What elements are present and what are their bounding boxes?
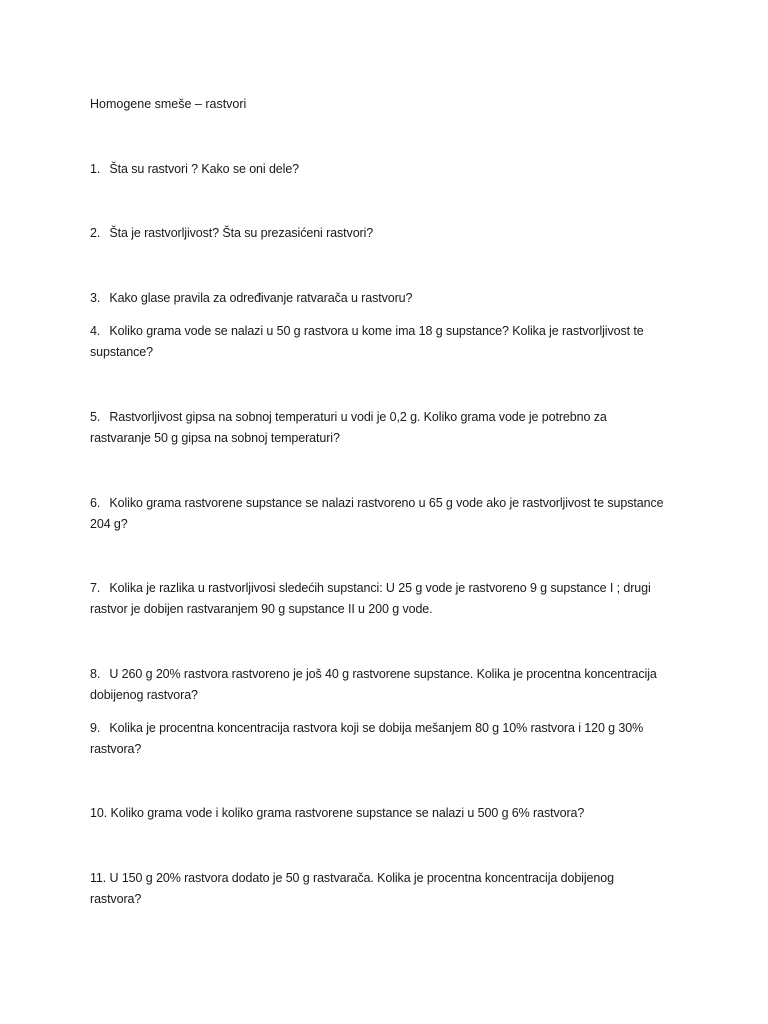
question-number: 6. (90, 496, 101, 510)
question-9 (90, 718, 690, 760)
question-text-continued: dobijenog rastvora? (90, 688, 198, 702)
question-11 (90, 868, 690, 910)
question-text: Koliko grama rastvorene supstance se nalazi rastvoreno u 65 g vode ako je rastvorljivost te supstance (109, 496, 664, 510)
question-text-continued: rastvor je dobijen rastvaranjem 90 g supstance II u 200 g vode. (90, 602, 433, 616)
question-line (90, 803, 690, 824)
question-text: Šta su rastvori ? Kako se oni dele? (109, 162, 300, 176)
question-number: 7. (90, 581, 101, 595)
question-line (90, 407, 690, 428)
question-2 (90, 223, 690, 244)
question-number: 5. (90, 410, 101, 424)
question-number: 9. (90, 721, 101, 735)
question-line (90, 664, 690, 685)
question-text: U 150 g 20% rastvora dodato je 50 g rastvarača. Kolika je procentna koncentracija dobijenog (109, 871, 614, 885)
question-text-continued: rastvora? (90, 742, 142, 756)
question-text: Koliko grama vode se nalazi u 50 g rastvora u kome ima 18 g supstance? Kolika je rastvorljivost te (109, 324, 644, 338)
question-text: Kolika je razlika u rastvorljivosi sledećih supstanci: U 25 g vode je rastvoreno 9 g supstance I ; drugi (109, 581, 651, 595)
question-text: Koliko grama vode i koliko grama rastvorene supstance se nalazi u 500 g 6% rastvora? (110, 806, 585, 820)
question-10 (90, 803, 690, 824)
question-number: 8. (90, 667, 101, 681)
question-line (90, 493, 690, 514)
question-7 (90, 578, 690, 620)
question-text: Kolika je procentna koncentracija rastvora koji se dobija mešanjem 80 g 10% rastvora i 120 g 30% (109, 721, 644, 735)
document-title: Homogene smeše – rastvori (90, 97, 247, 111)
question-line (90, 159, 690, 180)
question-text-continued: supstance? (90, 345, 153, 359)
question-4 (90, 321, 690, 363)
question-text-continued: rastvora? (90, 892, 142, 906)
question-line (90, 578, 690, 599)
question-text-continued: 204 g? (90, 517, 128, 531)
question-5 (90, 407, 690, 449)
question-line (90, 868, 690, 889)
question-line (90, 223, 690, 244)
question-number: 10. (90, 806, 108, 820)
question-text: Šta je rastvorljivost? Šta su prezasićeni rastvori? (109, 226, 374, 240)
question-number: 11. (90, 871, 107, 885)
question-text: U 260 g 20% rastvora rastvoreno je još 40 g rastvorene supstance. Kolika je procentna koncentracija (109, 667, 657, 681)
question-number: 3. (90, 291, 101, 305)
question-text: Rastvorljivost gipsa na sobnoj temperaturi u vodi je 0,2 g. Koliko grama vode je potrebno za (109, 410, 607, 424)
question-3 (90, 288, 690, 309)
question-text-continued: rastvaranje 50 g gipsa na sobnoj temperaturi? (90, 431, 340, 445)
question-text: Kako glase pravila za određivanje ratvarača u rastvoru? (109, 291, 413, 305)
question-number: 1. (90, 162, 101, 176)
question-8 (90, 664, 690, 706)
question-number: 4. (90, 324, 101, 338)
question-1 (90, 159, 690, 180)
question-number: 2. (90, 226, 101, 240)
question-line (90, 718, 690, 739)
question-line (90, 288, 690, 309)
question-line (90, 321, 690, 342)
question-6 (90, 493, 690, 535)
